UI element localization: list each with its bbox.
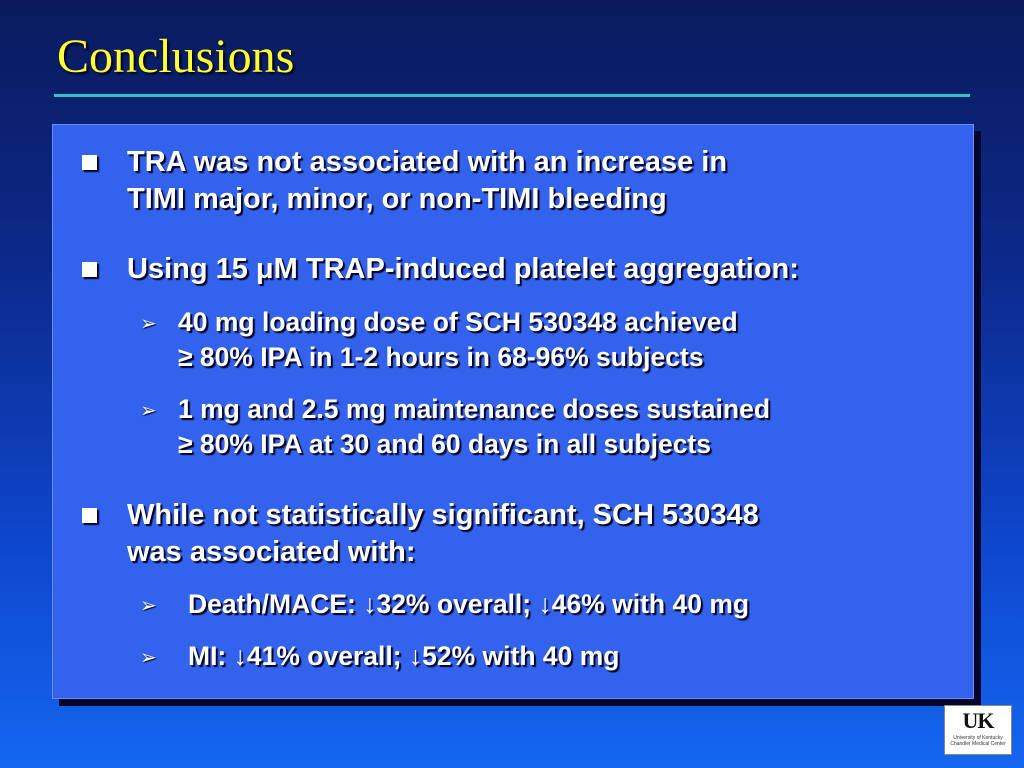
- bullet-2-line-1: Using 15 μM TRAP-induced platelet aggregation:: [127, 253, 799, 285]
- bullet-3-sub-2-line-1: MI: ↓41% overall; ↓52% with 40 mg: [188, 641, 620, 671]
- bullet-2-sub-2: [178, 392, 770, 462]
- arrow-bullet-icon: ➢: [140, 647, 157, 669]
- bullet-2-sub-2-line-1: 1 mg and 2.5 mg maintenance doses sustained: [178, 394, 771, 424]
- bullet-3-line-1: While not statistically significant, SCH 530348: [127, 499, 759, 531]
- bullet-3-sub-2: [188, 639, 620, 674]
- logo-text-line-2: Chandler Medical Center: [950, 741, 1006, 747]
- square-bullet-icon: [82, 155, 97, 170]
- bullet-3-sub-1-line-1: Death/MACE: ↓32% overall; ↓46% with 40 mg: [188, 589, 750, 619]
- arrow-bullet-icon: ➢: [140, 595, 157, 617]
- arrow-bullet-icon: ➢: [140, 400, 157, 422]
- slide-title: Conclusions: [57, 30, 295, 83]
- bullet-3-sub-1: [188, 587, 749, 622]
- bullet-2-sub-1-line-1: 40 mg loading dose of SCH 530348 achieved: [178, 307, 738, 337]
- logo-text: [945, 735, 1011, 747]
- bullet-2-sub-1-line-2: ≥ 80% IPA in 1-2 hours in 68-96% subjects: [178, 342, 704, 372]
- arrow-bullet-icon: ➢: [140, 313, 157, 335]
- bullet-2: [127, 251, 799, 288]
- university-logo: [944, 705, 1012, 755]
- bullet-1-line-2: TIMI major, minor, or non-TIMI bleeding: [127, 183, 667, 215]
- bullet-2-sub-1: [178, 305, 738, 375]
- square-bullet-icon: [82, 508, 97, 523]
- bullet-2-sub-2-line-2: ≥ 80% IPA at 30 and 60 days in all subjects: [178, 429, 711, 459]
- bullet-1-line-1: TRA was not associated with an increase in: [127, 146, 728, 178]
- square-bullet-icon: [82, 262, 97, 277]
- bullet-3: [127, 497, 759, 571]
- bullet-3-line-2: was associated with:: [127, 536, 416, 568]
- logo-mark: UK: [962, 708, 994, 733]
- bullet-1: [127, 144, 727, 218]
- title-divider: [54, 94, 970, 97]
- logo-text-line-1: University of Kentucky: [953, 735, 1003, 741]
